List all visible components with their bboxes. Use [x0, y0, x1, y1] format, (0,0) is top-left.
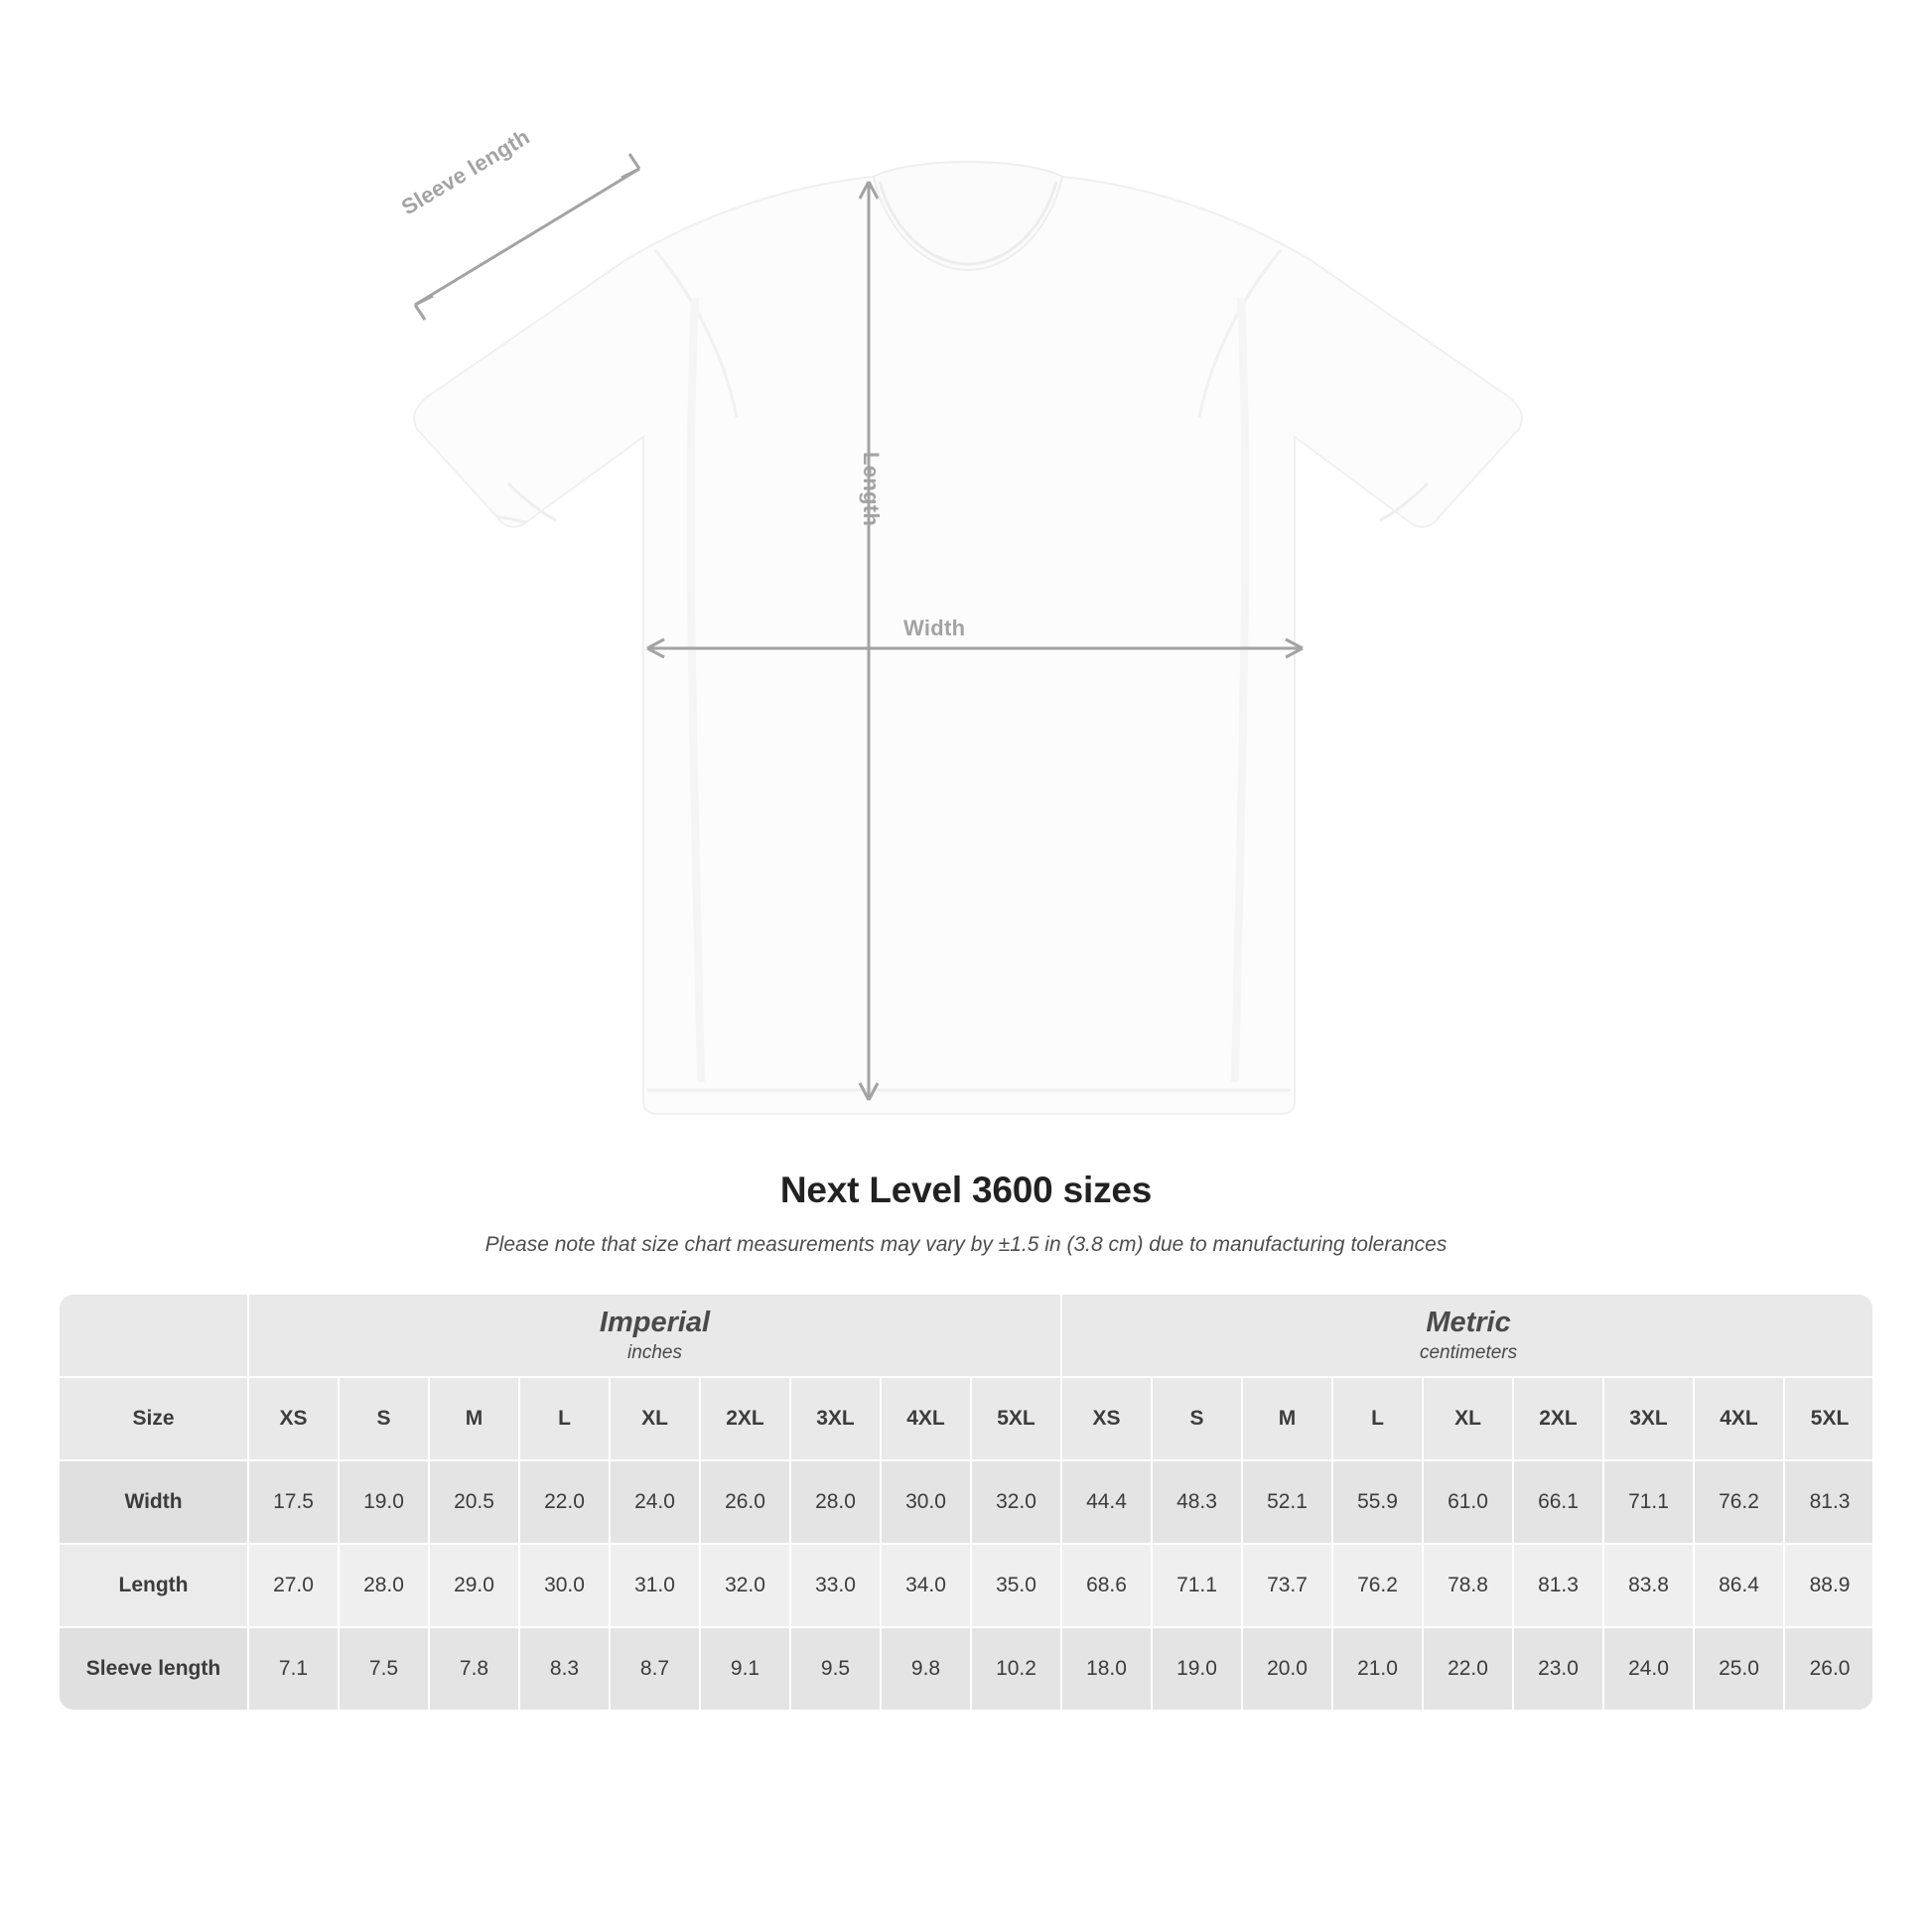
- size-header-imperial-m: M: [429, 1377, 519, 1460]
- size-header-metric-s: S: [1152, 1377, 1242, 1460]
- cell-sleeve-cm-s: 19.0: [1152, 1627, 1242, 1710]
- cell-sleeve-in-l: 8.3: [519, 1627, 610, 1710]
- size-header-metric-l: L: [1332, 1377, 1423, 1460]
- cell-sleeve-cm-l: 21.0: [1332, 1627, 1423, 1710]
- size-header-metric-xs: XS: [1061, 1377, 1152, 1460]
- size-header-imperial-xs: XS: [248, 1377, 339, 1460]
- table-row-sleeve-length: [60, 1627, 1872, 1710]
- size-header-imperial-5xl: 5XL: [971, 1377, 1061, 1460]
- cell-width-cm-s: 48.3: [1152, 1460, 1242, 1544]
- cell-width-in-m: 20.5: [429, 1460, 519, 1544]
- cell-length-cm-3xl: 83.8: [1603, 1544, 1694, 1627]
- cell-width-in-xs: 17.5: [248, 1460, 339, 1544]
- cell-length-cm-2xl: 81.3: [1513, 1544, 1603, 1627]
- size-header-row: [60, 1377, 1872, 1460]
- sleeve-length-dimension-label: Sleeve length: [397, 123, 534, 220]
- cell-width-in-2xl: 26.0: [700, 1460, 790, 1544]
- size-header-imperial-l: L: [519, 1377, 610, 1460]
- cell-width-cm-3xl: 71.1: [1603, 1460, 1694, 1544]
- size-header-metric-3xl: 3XL: [1603, 1377, 1694, 1460]
- cell-length-in-l: 30.0: [519, 1544, 610, 1627]
- cell-width-cm-xl: 61.0: [1423, 1460, 1513, 1544]
- size-header-imperial-4xl: 4XL: [881, 1377, 971, 1460]
- cell-length-in-4xl: 34.0: [881, 1544, 971, 1627]
- unit-name-metric: Metric: [1426, 1306, 1511, 1338]
- cell-sleeve-in-4xl: 9.8: [881, 1627, 971, 1710]
- size-chart-table: [60, 1295, 1872, 1710]
- cell-sleeve-in-m: 7.8: [429, 1627, 519, 1710]
- cell-sleeve-in-2xl: 9.1: [700, 1627, 790, 1710]
- cell-width-cm-m: 52.1: [1242, 1460, 1332, 1544]
- cell-sleeve-cm-xs: 18.0: [1061, 1627, 1152, 1710]
- row-label-width: Width: [60, 1460, 248, 1544]
- page-title: Next Level 3600 sizes: [779, 1170, 1153, 1210]
- cell-length-cm-l: 76.2: [1332, 1544, 1423, 1627]
- table-row-length: [60, 1544, 1872, 1627]
- size-header-imperial-xl: XL: [610, 1377, 700, 1460]
- size-chart-table-wrap: [60, 1295, 1872, 1710]
- size-header-metric-xl: XL: [1423, 1377, 1513, 1460]
- cell-sleeve-in-3xl: 9.5: [790, 1627, 881, 1710]
- cell-width-cm-xs: 44.4: [1061, 1460, 1152, 1544]
- cell-width-cm-2xl: 66.1: [1513, 1460, 1603, 1544]
- length-dimension-label: Length: [859, 452, 884, 527]
- unit-sub-imperial: inches: [627, 1341, 682, 1363]
- unit-name-imperial: Imperial: [599, 1306, 711, 1338]
- unit-header-imperial: [248, 1295, 1061, 1377]
- width-dimension-label: Width: [903, 616, 966, 640]
- size-header-metric-4xl: 4XL: [1694, 1377, 1784, 1460]
- cell-length-cm-xs: 68.6: [1061, 1544, 1152, 1627]
- cell-sleeve-cm-2xl: 23.0: [1513, 1627, 1603, 1710]
- cell-width-in-5xl: 32.0: [971, 1460, 1061, 1544]
- table-row-width: [60, 1460, 1872, 1544]
- cell-width-cm-l: 55.9: [1332, 1460, 1423, 1544]
- unit-header-metric: [1061, 1295, 1872, 1377]
- cell-width-in-s: 19.0: [339, 1460, 429, 1544]
- size-header-imperial-2xl: 2XL: [700, 1377, 790, 1460]
- cell-length-cm-m: 73.7: [1242, 1544, 1332, 1627]
- size-header-metric-5xl: 5XL: [1784, 1377, 1872, 1460]
- row-label-length: Length: [60, 1544, 248, 1627]
- unit-sub-metric: centimeters: [1419, 1341, 1518, 1363]
- unit-header-row: [60, 1295, 1872, 1377]
- size-header-imperial-3xl: 3XL: [790, 1377, 881, 1460]
- size-header-metric-2xl: 2XL: [1513, 1377, 1603, 1460]
- cell-width-in-xl: 24.0: [610, 1460, 700, 1544]
- cell-width-in-4xl: 30.0: [881, 1460, 971, 1544]
- chart-title-block: [0, 1170, 1932, 1257]
- cell-sleeve-cm-4xl: 25.0: [1694, 1627, 1784, 1710]
- cell-length-in-2xl: 32.0: [700, 1544, 790, 1627]
- cell-width-cm-5xl: 81.3: [1784, 1460, 1872, 1544]
- cell-length-in-3xl: 33.0: [790, 1544, 881, 1627]
- size-header-imperial-s: S: [339, 1377, 429, 1460]
- cell-length-cm-s: 71.1: [1152, 1544, 1242, 1627]
- size-label-cell: Size: [60, 1377, 248, 1460]
- size-header-metric-m: M: [1242, 1377, 1332, 1460]
- cell-length-in-5xl: 35.0: [971, 1544, 1061, 1627]
- cell-width-in-3xl: 28.0: [790, 1460, 881, 1544]
- cell-sleeve-cm-xl: 22.0: [1423, 1627, 1513, 1710]
- cell-sleeve-in-xl: 8.7: [610, 1627, 700, 1710]
- cell-sleeve-cm-5xl: 26.0: [1784, 1627, 1872, 1710]
- cell-sleeve-in-s: 7.5: [339, 1627, 429, 1710]
- cell-length-cm-4xl: 86.4: [1694, 1544, 1784, 1627]
- cell-sleeve-cm-m: 20.0: [1242, 1627, 1332, 1710]
- cell-length-in-s: 28.0: [339, 1544, 429, 1627]
- cell-sleeve-cm-3xl: 24.0: [1603, 1627, 1694, 1710]
- cell-length-in-xs: 27.0: [248, 1544, 339, 1627]
- row-label-sleeve-length: Sleeve length: [60, 1627, 248, 1710]
- tolerance-note: Please note that size chart measurements may vary by ±1.5 in (3.8 cm) due to manufacturing tolerances: [484, 1233, 1448, 1256]
- cell-width-cm-4xl: 76.2: [1694, 1460, 1784, 1544]
- cell-sleeve-in-xs: 7.1: [248, 1627, 339, 1710]
- cell-length-cm-xl: 78.8: [1423, 1544, 1513, 1627]
- cell-length-in-xl: 31.0: [610, 1544, 700, 1627]
- cell-length-cm-5xl: 88.9: [1784, 1544, 1872, 1627]
- cell-width-in-l: 22.0: [519, 1460, 610, 1544]
- corner-cell: [60, 1295, 248, 1377]
- cell-length-in-m: 29.0: [429, 1544, 519, 1627]
- cell-sleeve-in-5xl: 10.2: [971, 1627, 1061, 1710]
